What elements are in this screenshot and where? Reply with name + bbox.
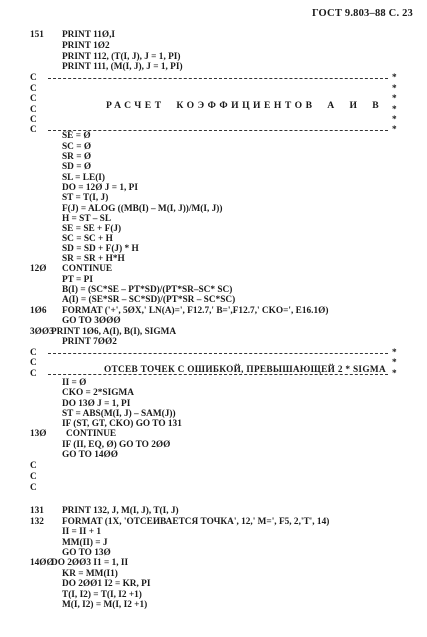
code-text: A(I) = (SE*SR – SC*SD)/(PT*SR – SC*SC) <box>62 295 236 305</box>
code-line <box>0 348 427 358</box>
code-text: IF (ST, GT, CKO) GO TO 131 <box>62 419 182 429</box>
code-text: PRINT 112, (T(I, J), J = 1, PI) <box>62 52 181 62</box>
code-line <box>0 73 427 83</box>
statement-label: 14ØØ <box>30 558 54 568</box>
code-line <box>0 590 427 600</box>
code-text: T(I, I2) = T(I, I2 +1) <box>62 590 142 600</box>
comment-marker: C <box>30 461 37 471</box>
statement-label: 13Ø <box>30 429 47 439</box>
comment-star: * <box>392 105 397 115</box>
code-text: CKO = 2*SIGMA <box>62 388 134 398</box>
code-line <box>0 337 427 347</box>
comment-marker: C <box>30 94 37 104</box>
code-line <box>0 214 427 224</box>
code-text: B(I) = (SC*SE – PT*SD)/(PT*SR–SC* SC) <box>62 285 233 295</box>
code-line <box>0 224 427 234</box>
code-line <box>0 399 427 409</box>
comment-marker: C <box>30 483 37 493</box>
comment-marker: C <box>30 125 37 135</box>
code-text: SR = Ø <box>62 152 92 162</box>
comment-star: * <box>392 369 397 379</box>
code-line <box>0 162 427 172</box>
code-text: SD = Ø <box>62 162 92 172</box>
comment-marker: C <box>30 73 37 83</box>
comment-star: * <box>392 348 397 358</box>
code-line <box>0 41 427 51</box>
comment-marker: C <box>30 105 37 115</box>
code-line <box>0 84 427 94</box>
code-text: SC = SC + H <box>62 234 113 244</box>
comment-star: * <box>392 94 397 104</box>
comment-marker: C <box>30 348 37 358</box>
code-text: DO = 12Ø J = 1, PI <box>62 183 138 193</box>
code-line <box>0 429 427 439</box>
code-text: F(J) = ALOG ((MB(I) – M(I, J))/M(I, J)) <box>62 204 223 214</box>
comment-marker: C <box>30 369 37 379</box>
code-text: SL = LE(I) <box>62 173 106 183</box>
code-text: KR = MM(I1) <box>62 569 118 579</box>
code-line <box>0 461 427 471</box>
code-text: CONTINUE <box>62 264 113 274</box>
code-line <box>0 306 427 316</box>
comment-marker: C <box>30 115 37 125</box>
comment-star: * <box>392 358 397 368</box>
code-line <box>0 295 427 305</box>
code-line <box>0 204 427 214</box>
code-line <box>0 327 427 337</box>
code-line <box>0 275 427 285</box>
code-line <box>0 472 427 482</box>
code-line <box>0 285 427 295</box>
code-text: PRINT 132, J, M(I, J), T(I, J) <box>62 506 179 516</box>
code-text: PRINT 11Ø,I <box>62 30 116 40</box>
code-text: DO 2ØØ3 I1 = 1, II <box>51 558 129 568</box>
code-text: II = II + 1 <box>62 527 102 537</box>
code-line <box>0 30 427 40</box>
code-text: SD = SD + F(J) * H <box>62 244 139 254</box>
comment-marker: C <box>30 472 37 482</box>
code-text: GO TO 13Ø <box>62 548 111 558</box>
code-text: PRINT 1Ø6, A(I), B(I), SIGMA <box>51 327 177 337</box>
code-line <box>0 193 427 203</box>
code-line <box>0 378 427 388</box>
comment-star: * <box>392 125 397 135</box>
statement-label: 151 <box>30 30 44 40</box>
code-text: MM(II) = J <box>62 538 108 548</box>
code-text: PRINT 111, (M(I, J), J = 1, PI) <box>62 62 183 72</box>
code-line <box>0 62 427 72</box>
code-line <box>0 450 427 460</box>
code-line <box>0 183 427 193</box>
code-line <box>0 142 427 152</box>
code-line <box>0 152 427 162</box>
code-line <box>0 388 427 398</box>
statement-label: 131 <box>30 506 44 516</box>
code-line <box>0 52 427 62</box>
code-line <box>0 527 427 537</box>
code-line <box>0 254 427 264</box>
code-text: PRINT 7ØØ2 <box>62 337 117 347</box>
code-text: CONTINUE <box>66 429 117 439</box>
code-line <box>0 579 427 589</box>
code-text: M(I, I2) = M(I, I2 +1) <box>62 600 148 610</box>
code-line <box>0 105 427 115</box>
code-line <box>0 316 427 326</box>
page-header: ГОСТ 9.803–88 С. 23 <box>311 8 413 19</box>
code-line <box>0 440 427 450</box>
code-text: SR = SR + H*H <box>62 254 125 264</box>
code-text: GO TO 3ØØØ <box>62 316 121 326</box>
code-text: PRINT 1Ø2 <box>62 41 110 51</box>
code-line <box>0 548 427 558</box>
code-line <box>0 483 427 493</box>
code-line <box>0 264 427 274</box>
code-text: ST = T(I, J) <box>62 193 109 203</box>
code-line <box>0 569 427 579</box>
code-text: IF (II, EQ, Ø) GO TO 2ØØ <box>62 440 171 450</box>
comment-rule <box>48 353 388 354</box>
code-text: FORMAT ('+', 5ØX,' LN(A)=', F12.7,' B=',F12.7,' CKO=', E16.1Ø) <box>62 306 329 316</box>
code-text: SE = Ø <box>62 131 91 141</box>
code-line <box>0 506 427 516</box>
code-text: II = Ø <box>62 378 87 388</box>
code-line <box>0 173 427 183</box>
comment-rule <box>48 374 388 375</box>
code-line <box>0 409 427 419</box>
code-text: H = ST – SL <box>62 214 112 224</box>
code-line <box>0 558 427 568</box>
statement-label: 12Ø <box>30 264 47 274</box>
code-line <box>0 419 427 429</box>
code-text: DO 13Ø J = 1, PI <box>62 399 131 409</box>
section-heading: ОТСЕВ ТОЧЕК С ОШИБКОЙ, ПРЕВЫШАЮЩЕЙ 2 * SIGMA <box>104 365 386 375</box>
comment-star: * <box>392 73 397 83</box>
code-text: SC = Ø <box>62 142 92 152</box>
comment-star: * <box>392 84 397 94</box>
section-heading: РАСЧЕТ КОЭФФИЦИЕНТОВ А И В <box>106 100 383 111</box>
code-text: SE = SE + F(J) <box>62 224 122 234</box>
comment-star: * <box>392 115 397 125</box>
code-text: GO TO 14ØØ <box>62 450 118 460</box>
code-line <box>0 115 427 125</box>
statement-label: 132 <box>30 517 44 527</box>
statement-label: 3ØØ3 <box>30 327 54 337</box>
code-line <box>0 131 427 141</box>
code-text: DO 2ØØ1 I2 = KR, PI <box>62 579 151 589</box>
code-line <box>0 234 427 244</box>
code-text: PT = PI <box>62 275 93 285</box>
comment-marker: C <box>30 358 37 368</box>
code-line <box>0 538 427 548</box>
code-text: ST = ABS(M(I, J) – SAM(J)) <box>62 409 176 419</box>
comment-marker: C <box>30 84 37 94</box>
code-line <box>0 244 427 254</box>
code-line <box>0 517 427 527</box>
comment-rule <box>48 78 388 79</box>
statement-label: 1Ø6 <box>30 306 47 316</box>
code-line <box>0 600 427 610</box>
code-text: FORMAT (1X, 'ОТСЕИВАЕТСЯ ТОЧКА', 12,' M=', F5, 2,'T', 14) <box>62 517 330 527</box>
